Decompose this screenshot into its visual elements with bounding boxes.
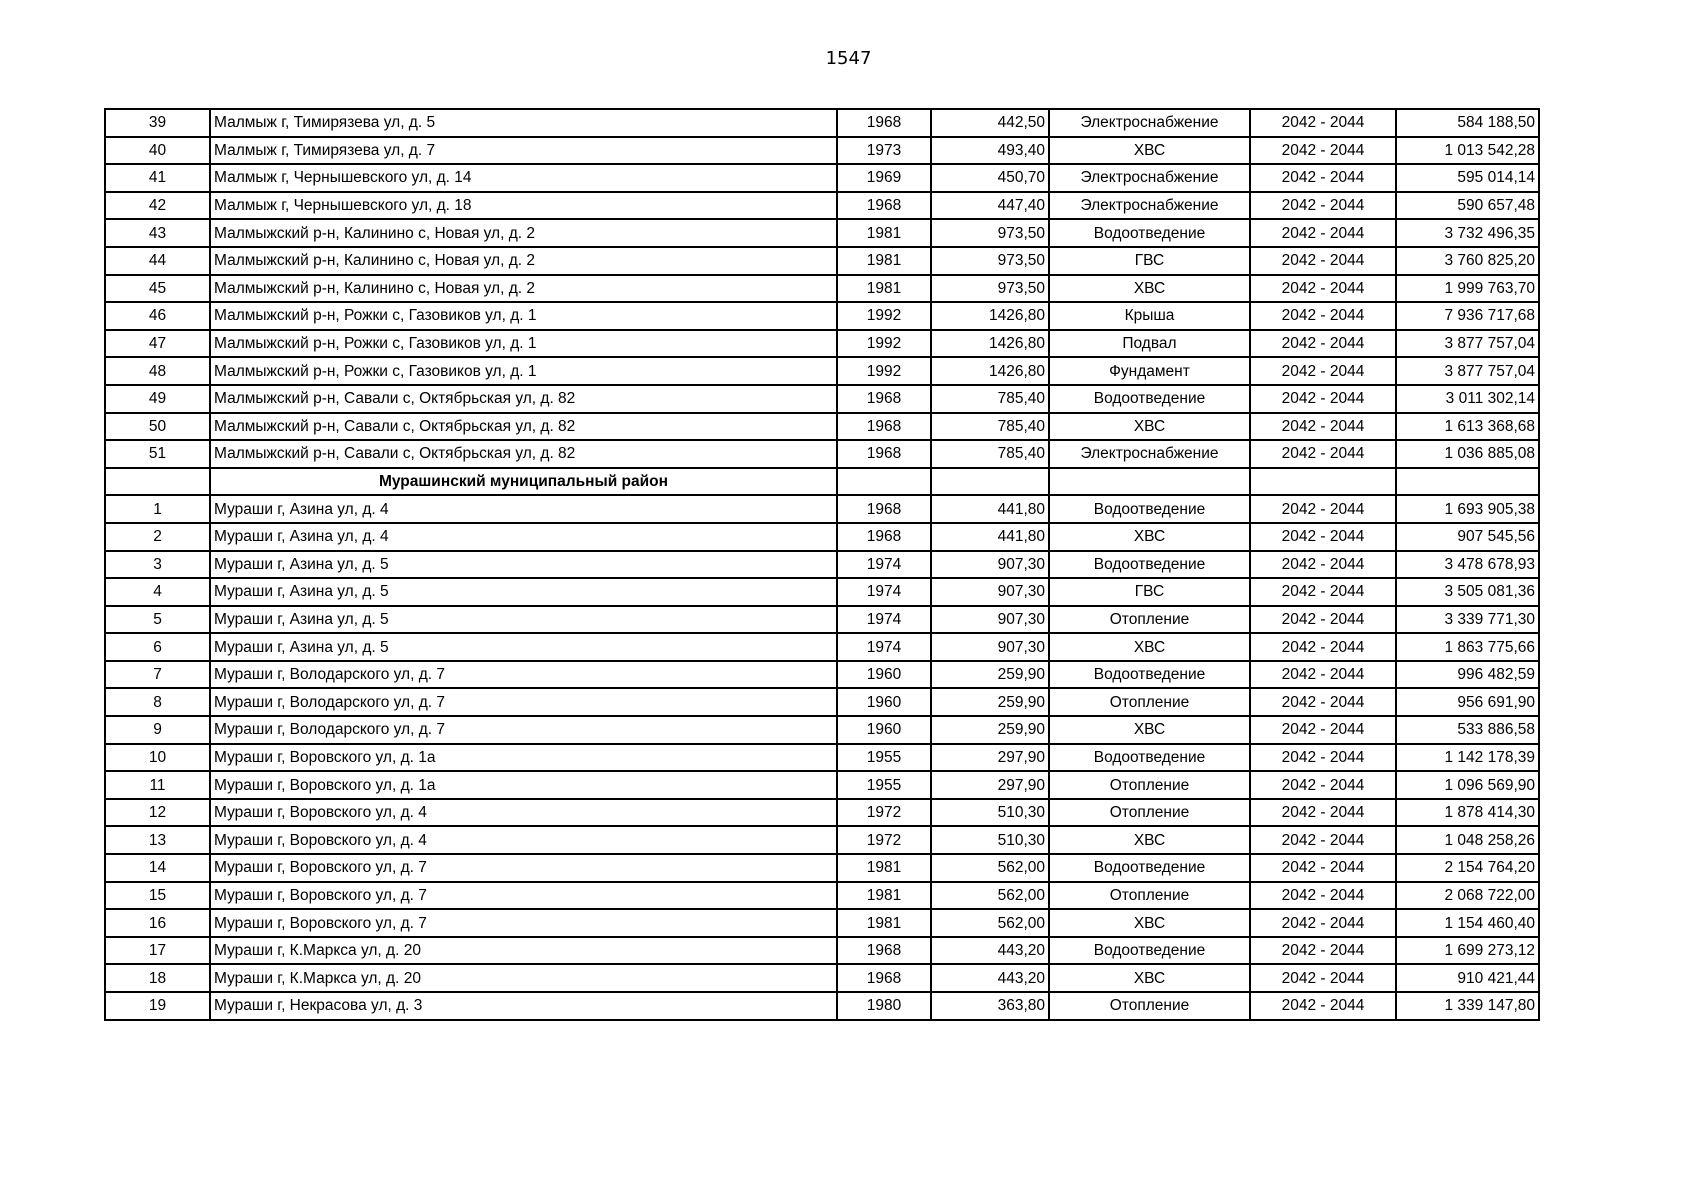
row-number-cell: 49 [105, 385, 210, 413]
work-type-cell: ГВС [1049, 247, 1250, 275]
area-cell: 907,30 [931, 606, 1049, 634]
period-cell: 2042 - 2044 [1250, 551, 1396, 579]
address-cell: Мураши г, Воровского ул, д. 4 [210, 799, 837, 827]
area-cell: 510,30 [931, 799, 1049, 827]
cost-cell: 595 014,14 [1396, 164, 1539, 192]
period-cell: 2042 - 2044 [1250, 413, 1396, 441]
row-number-cell: 5 [105, 606, 210, 634]
row-number-cell: 42 [105, 192, 210, 220]
cost-cell: 3 877 757,04 [1396, 357, 1539, 385]
cost-cell: 584 188,50 [1396, 109, 1539, 137]
table-row [105, 578, 1539, 606]
year-built-cell: 1992 [837, 357, 931, 385]
year-built-cell: 1968 [837, 937, 931, 965]
period-cell: 2042 - 2044 [1250, 744, 1396, 772]
year-built-cell: 1992 [837, 302, 931, 330]
year-built-cell: 1981 [837, 219, 931, 247]
table-row [105, 495, 1539, 523]
address-cell: Мураши г, Володарского ул, д. 7 [210, 661, 837, 689]
table-row [105, 109, 1539, 137]
area-cell: 562,00 [931, 882, 1049, 910]
area-cell: 297,90 [931, 744, 1049, 772]
address-cell: Мураши г, Воровского ул, д. 1а [210, 771, 837, 799]
table-row [105, 275, 1539, 303]
table-row [105, 413, 1539, 441]
page-number: 1547 [825, 48, 872, 69]
cost-cell: 3 339 771,30 [1396, 606, 1539, 634]
area-cell: 973,50 [931, 247, 1049, 275]
work-type-cell: ХВС [1049, 137, 1250, 165]
row-number-cell: 18 [105, 964, 210, 992]
work-type-cell: Отопление [1049, 771, 1250, 799]
cost-cell: 1 154 460,40 [1396, 909, 1539, 937]
address-cell: Мураши г, Азина ул, д. 5 [210, 606, 837, 634]
work-type-cell: Водоотведение [1049, 744, 1250, 772]
row-number-cell: 13 [105, 826, 210, 854]
area-cell: 1426,80 [931, 302, 1049, 330]
cost-cell: 1 863 775,66 [1396, 633, 1539, 661]
period-cell: 2042 - 2044 [1250, 716, 1396, 744]
year-built-cell: 1968 [837, 964, 931, 992]
row-number-cell: 43 [105, 219, 210, 247]
address-cell: Мураши г, Азина ул, д. 5 [210, 578, 837, 606]
address-cell: Мураши г, Азина ул, д. 4 [210, 523, 837, 551]
year-built-cell: 1968 [837, 495, 931, 523]
area-cell: 441,80 [931, 495, 1049, 523]
year-built-cell: 1972 [837, 799, 931, 827]
period-cell: 2042 - 2044 [1250, 247, 1396, 275]
address-cell: Малмыжский р-н, Савали с, Октябрьская ул, д. 82 [210, 385, 837, 413]
area-cell: 1426,80 [931, 330, 1049, 358]
empty-cell [1250, 468, 1396, 496]
table-row [105, 744, 1539, 772]
table-row [105, 964, 1539, 992]
year-built-cell: 1972 [837, 826, 931, 854]
cost-cell: 996 482,59 [1396, 661, 1539, 689]
year-built-cell: 1960 [837, 688, 931, 716]
row-number-cell: 4 [105, 578, 210, 606]
area-cell: 441,80 [931, 523, 1049, 551]
period-cell: 2042 - 2044 [1250, 937, 1396, 965]
area-cell: 442,50 [931, 109, 1049, 137]
work-type-cell: Водоотведение [1049, 219, 1250, 247]
work-type-cell: Электроснабжение [1049, 164, 1250, 192]
period-cell: 2042 - 2044 [1250, 964, 1396, 992]
row-number-cell: 46 [105, 302, 210, 330]
table-row [105, 357, 1539, 385]
period-cell: 2042 - 2044 [1250, 578, 1396, 606]
period-cell: 2042 - 2044 [1250, 688, 1396, 716]
cost-cell: 533 886,58 [1396, 716, 1539, 744]
row-number-cell: 51 [105, 440, 210, 468]
work-type-cell: ХВС [1049, 716, 1250, 744]
address-cell: Мураши г, Азина ул, д. 5 [210, 633, 837, 661]
year-built-cell: 1974 [837, 633, 931, 661]
period-cell: 2042 - 2044 [1250, 495, 1396, 523]
address-cell: Малмыж г, Чернышевского ул, д. 14 [210, 164, 837, 192]
work-type-cell: Водоотведение [1049, 661, 1250, 689]
address-cell: Мураши г, Воровского ул, д. 1а [210, 744, 837, 772]
cost-cell: 1 693 905,38 [1396, 495, 1539, 523]
address-cell: Малмыжский р-н, Рожки с, Газовиков ул, д. 1 [210, 302, 837, 330]
year-built-cell: 1973 [837, 137, 931, 165]
area-cell: 907,30 [931, 551, 1049, 579]
year-built-cell: 1968 [837, 440, 931, 468]
period-cell: 2042 - 2044 [1250, 606, 1396, 634]
row-number-cell: 8 [105, 688, 210, 716]
address-cell: Мураши г, Некрасова ул, д. 3 [210, 992, 837, 1020]
work-type-cell: Водоотведение [1049, 854, 1250, 882]
table-row [105, 192, 1539, 220]
period-cell: 2042 - 2044 [1250, 882, 1396, 910]
year-built-cell: 1955 [837, 744, 931, 772]
area-cell: 562,00 [931, 909, 1049, 937]
area-cell: 973,50 [931, 275, 1049, 303]
work-type-cell: Отопление [1049, 688, 1250, 716]
row-number-cell: 17 [105, 937, 210, 965]
period-cell: 2042 - 2044 [1250, 661, 1396, 689]
row-number-cell: 44 [105, 247, 210, 275]
area-cell: 447,40 [931, 192, 1049, 220]
cost-cell: 7 936 717,68 [1396, 302, 1539, 330]
area-cell: 259,90 [931, 688, 1049, 716]
work-type-cell: Электроснабжение [1049, 440, 1250, 468]
table-row [105, 440, 1539, 468]
section-title: Мурашинский муниципальный район [210, 468, 837, 496]
table-row [105, 219, 1539, 247]
work-type-cell: Водоотведение [1049, 551, 1250, 579]
table-row [105, 882, 1539, 910]
work-type-cell: Водоотведение [1049, 495, 1250, 523]
row-number-cell: 1 [105, 495, 210, 523]
row-number-cell: 48 [105, 357, 210, 385]
cost-cell: 907 545,56 [1396, 523, 1539, 551]
area-cell: 259,90 [931, 661, 1049, 689]
area-cell: 907,30 [931, 578, 1049, 606]
cost-cell: 3 011 302,14 [1396, 385, 1539, 413]
address-cell: Малмыж г, Чернышевского ул, д. 18 [210, 192, 837, 220]
table-row [105, 937, 1539, 965]
work-type-cell: Отопление [1049, 606, 1250, 634]
area-cell: 785,40 [931, 385, 1049, 413]
area-cell: 363,80 [931, 992, 1049, 1020]
cost-cell: 1 878 414,30 [1396, 799, 1539, 827]
address-cell: Малмыжский р-н, Савали с, Октябрьская ул, д. 82 [210, 413, 837, 441]
cost-cell: 2 154 764,20 [1396, 854, 1539, 882]
capital-repair-table [104, 108, 1540, 1021]
empty-cell [931, 468, 1049, 496]
row-number-cell: 19 [105, 992, 210, 1020]
table-row [105, 992, 1539, 1020]
row-number-cell: 47 [105, 330, 210, 358]
year-built-cell: 1968 [837, 192, 931, 220]
address-cell: Мураши г, Воровского ул, д. 7 [210, 909, 837, 937]
row-number-cell: 41 [105, 164, 210, 192]
work-type-cell: Крыша [1049, 302, 1250, 330]
cost-cell: 3 478 678,93 [1396, 551, 1539, 579]
period-cell: 2042 - 2044 [1250, 385, 1396, 413]
address-cell: Мураши г, К.Маркса ул, д. 20 [210, 964, 837, 992]
year-built-cell: 1974 [837, 606, 931, 634]
cost-cell: 3 505 081,36 [1396, 578, 1539, 606]
period-cell: 2042 - 2044 [1250, 799, 1396, 827]
period-cell: 2042 - 2044 [1250, 633, 1396, 661]
work-type-cell: ХВС [1049, 275, 1250, 303]
table-row [105, 137, 1539, 165]
table-row [105, 826, 1539, 854]
address-cell: Малмыж г, Тимирязева ул, д. 7 [210, 137, 837, 165]
table-row [105, 633, 1539, 661]
cost-cell: 590 657,48 [1396, 192, 1539, 220]
area-cell: 1426,80 [931, 357, 1049, 385]
area-cell: 443,20 [931, 937, 1049, 965]
cost-cell: 910 421,44 [1396, 964, 1539, 992]
period-cell: 2042 - 2044 [1250, 909, 1396, 937]
address-cell: Малмыжский р-н, Калинино с, Новая ул, д. 2 [210, 219, 837, 247]
period-cell: 2042 - 2044 [1250, 164, 1396, 192]
empty-cell [1049, 468, 1250, 496]
work-type-cell: Электроснабжение [1049, 192, 1250, 220]
empty-cell [105, 468, 210, 496]
period-cell: 2042 - 2044 [1250, 357, 1396, 385]
table-row [105, 302, 1539, 330]
address-cell: Мураши г, Азина ул, д. 5 [210, 551, 837, 579]
area-cell: 450,70 [931, 164, 1049, 192]
work-type-cell: ХВС [1049, 413, 1250, 441]
row-number-cell: 12 [105, 799, 210, 827]
cost-cell: 2 068 722,00 [1396, 882, 1539, 910]
year-built-cell: 1968 [837, 109, 931, 137]
row-number-cell: 7 [105, 661, 210, 689]
cost-cell: 1 999 763,70 [1396, 275, 1539, 303]
work-type-cell: Водоотведение [1049, 937, 1250, 965]
row-number-cell: 11 [105, 771, 210, 799]
address-cell: Мураши г, Володарского ул, д. 7 [210, 688, 837, 716]
work-type-cell: ХВС [1049, 826, 1250, 854]
period-cell: 2042 - 2044 [1250, 275, 1396, 303]
table-row [105, 330, 1539, 358]
period-cell: 2042 - 2044 [1250, 440, 1396, 468]
area-cell: 785,40 [931, 440, 1049, 468]
year-built-cell: 1981 [837, 275, 931, 303]
address-cell: Мураши г, Воровского ул, д. 4 [210, 826, 837, 854]
area-cell: 259,90 [931, 716, 1049, 744]
address-cell: Мураши г, Володарского ул, д. 7 [210, 716, 837, 744]
table-row [105, 523, 1539, 551]
address-cell: Малмыжский р-н, Рожки с, Газовиков ул, д. 1 [210, 330, 837, 358]
section-header-row [105, 468, 1539, 496]
area-cell: 973,50 [931, 219, 1049, 247]
address-cell: Малмыжский р-н, Калинино с, Новая ул, д. 2 [210, 247, 837, 275]
cost-cell: 3 760 825,20 [1396, 247, 1539, 275]
area-cell: 510,30 [931, 826, 1049, 854]
row-number-cell: 3 [105, 551, 210, 579]
work-type-cell: ХВС [1049, 633, 1250, 661]
period-cell: 2042 - 2044 [1250, 771, 1396, 799]
empty-cell [1396, 468, 1539, 496]
address-cell: Малмыжский р-н, Рожки с, Газовиков ул, д. 1 [210, 357, 837, 385]
row-number-cell: 50 [105, 413, 210, 441]
table-row [105, 799, 1539, 827]
work-type-cell: Отопление [1049, 882, 1250, 910]
area-cell: 562,00 [931, 854, 1049, 882]
work-type-cell: ХВС [1049, 964, 1250, 992]
cost-cell: 1 036 885,08 [1396, 440, 1539, 468]
work-type-cell: ХВС [1049, 909, 1250, 937]
address-cell: Мураши г, Азина ул, д. 4 [210, 495, 837, 523]
row-number-cell: 14 [105, 854, 210, 882]
cost-cell: 1 613 368,68 [1396, 413, 1539, 441]
cost-cell: 1 013 542,28 [1396, 137, 1539, 165]
year-built-cell: 1960 [837, 716, 931, 744]
table-row [105, 661, 1539, 689]
area-cell: 907,30 [931, 633, 1049, 661]
period-cell: 2042 - 2044 [1250, 826, 1396, 854]
row-number-cell: 39 [105, 109, 210, 137]
table-row [105, 247, 1539, 275]
work-type-cell: Водоотведение [1049, 385, 1250, 413]
period-cell: 2042 - 2044 [1250, 219, 1396, 247]
year-built-cell: 1974 [837, 551, 931, 579]
year-built-cell: 1974 [837, 578, 931, 606]
cost-cell: 1 048 258,26 [1396, 826, 1539, 854]
cost-cell: 3 877 757,04 [1396, 330, 1539, 358]
work-type-cell: ХВС [1049, 523, 1250, 551]
cost-cell: 956 691,90 [1396, 688, 1539, 716]
year-built-cell: 1981 [837, 247, 931, 275]
period-cell: 2042 - 2044 [1250, 992, 1396, 1020]
table-row [105, 551, 1539, 579]
table-row [105, 688, 1539, 716]
area-cell: 493,40 [931, 137, 1049, 165]
year-built-cell: 1980 [837, 992, 931, 1020]
row-number-cell: 2 [105, 523, 210, 551]
cost-cell: 1 142 178,39 [1396, 744, 1539, 772]
work-type-cell: ГВС [1049, 578, 1250, 606]
year-built-cell: 1968 [837, 385, 931, 413]
period-cell: 2042 - 2044 [1250, 523, 1396, 551]
work-type-cell: Отопление [1049, 992, 1250, 1020]
work-type-cell: Фундамент [1049, 357, 1250, 385]
row-number-cell: 45 [105, 275, 210, 303]
address-cell: Мураши г, Воровского ул, д. 7 [210, 854, 837, 882]
row-number-cell: 15 [105, 882, 210, 910]
work-type-cell: Подвал [1049, 330, 1250, 358]
year-built-cell: 1969 [837, 164, 931, 192]
period-cell: 2042 - 2044 [1250, 192, 1396, 220]
row-number-cell: 9 [105, 716, 210, 744]
cost-cell: 1 096 569,90 [1396, 771, 1539, 799]
year-built-cell: 1981 [837, 854, 931, 882]
period-cell: 2042 - 2044 [1250, 854, 1396, 882]
address-cell: Малмыж г, Тимирязева ул, д. 5 [210, 109, 837, 137]
area-cell: 297,90 [931, 771, 1049, 799]
work-type-cell: Отопление [1049, 799, 1250, 827]
table-row [105, 716, 1539, 744]
cost-cell: 3 732 496,35 [1396, 219, 1539, 247]
row-number-cell: 10 [105, 744, 210, 772]
year-built-cell: 1968 [837, 523, 931, 551]
year-built-cell: 1992 [837, 330, 931, 358]
table-row [105, 771, 1539, 799]
table-row [105, 606, 1539, 634]
year-built-cell: 1981 [837, 909, 931, 937]
empty-cell [837, 468, 931, 496]
period-cell: 2042 - 2044 [1250, 330, 1396, 358]
cost-cell: 1 699 273,12 [1396, 937, 1539, 965]
year-built-cell: 1968 [837, 413, 931, 441]
area-cell: 443,20 [931, 964, 1049, 992]
address-cell: Малмыжский р-н, Савали с, Октябрьская ул, д. 82 [210, 440, 837, 468]
period-cell: 2042 - 2044 [1250, 109, 1396, 137]
table-row [105, 385, 1539, 413]
row-number-cell: 16 [105, 909, 210, 937]
table-row [105, 854, 1539, 882]
work-type-cell: Электроснабжение [1049, 109, 1250, 137]
row-number-cell: 40 [105, 137, 210, 165]
address-cell: Малмыжский р-н, Калинино с, Новая ул, д. 2 [210, 275, 837, 303]
row-number-cell: 6 [105, 633, 210, 661]
address-cell: Мураши г, Воровского ул, д. 7 [210, 882, 837, 910]
year-built-cell: 1981 [837, 882, 931, 910]
address-cell: Мураши г, К.Маркса ул, д. 20 [210, 937, 837, 965]
table-row [105, 909, 1539, 937]
area-cell: 785,40 [931, 413, 1049, 441]
cost-cell: 1 339 147,80 [1396, 992, 1539, 1020]
period-cell: 2042 - 2044 [1250, 302, 1396, 330]
table-row [105, 164, 1539, 192]
period-cell: 2042 - 2044 [1250, 137, 1396, 165]
year-built-cell: 1960 [837, 661, 931, 689]
year-built-cell: 1955 [837, 771, 931, 799]
